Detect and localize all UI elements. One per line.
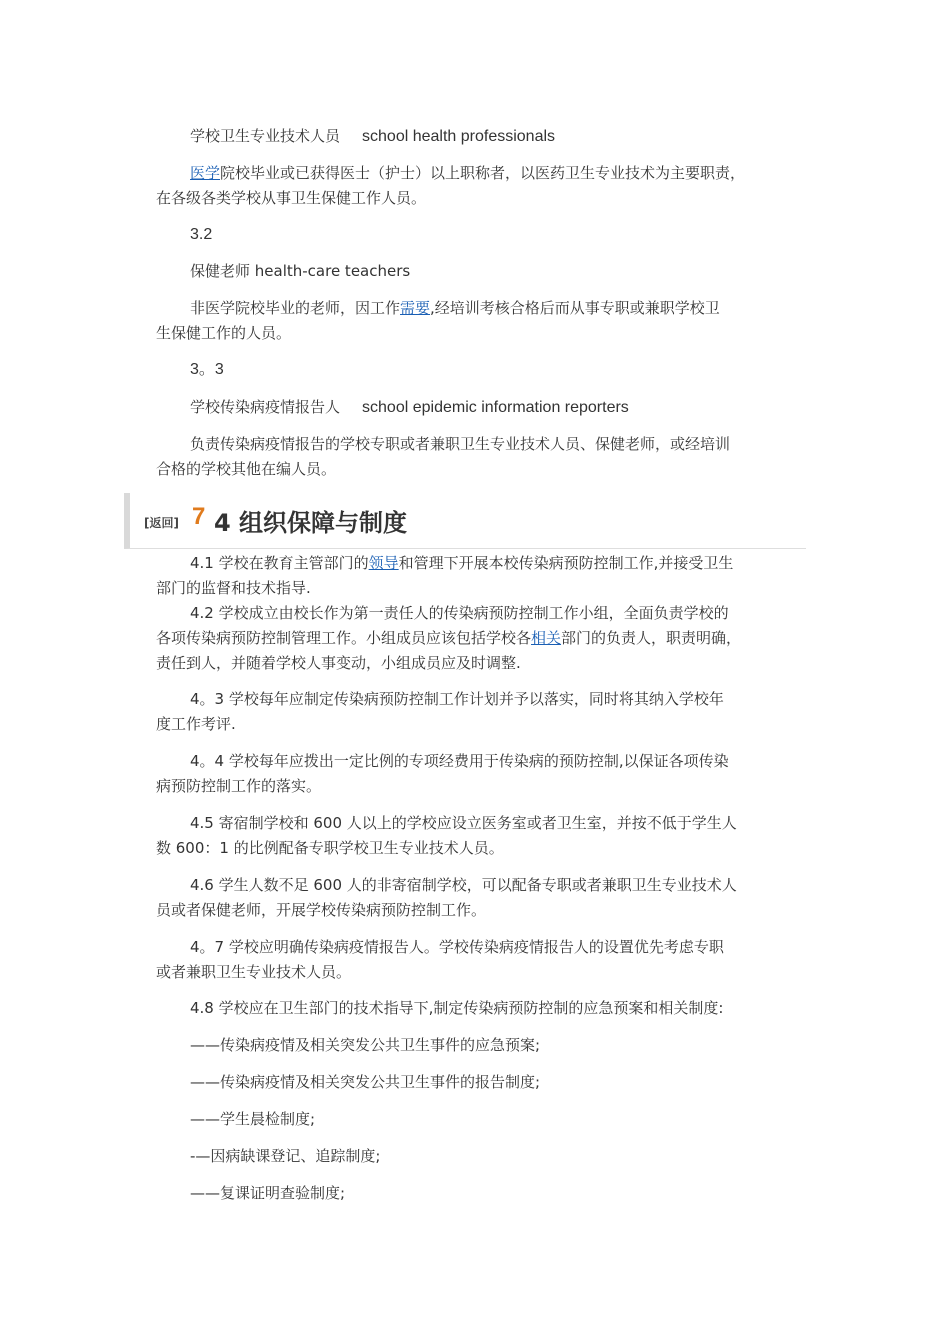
- definition-3-2-line2: 生保健工作的人员。: [156, 324, 292, 342]
- item-text: 和管理下开展本校传染病预防控制工作,并接受卫生: [398, 554, 734, 572]
- section-number-3-2: 3.2: [190, 226, 213, 243]
- item-text: 各项传染病预防控制管理工作。小组成员应该包括学校各: [156, 629, 532, 647]
- item-4-5-line2: 数 600：1 的比例配备专职学校卫生专业技术人员。: [156, 839, 504, 857]
- item-4-5-line1: 4.5 寄宿制学校和 600 人以上的学校应设立医务室或者卫生室，并按不低于学生人: [190, 814, 737, 832]
- list-item: ——学生晨检制度;: [190, 1110, 316, 1128]
- term-3-2: 保健老师 health-care teachers: [190, 262, 411, 280]
- list-item: -—因病缺课登记、追踪制度;: [190, 1147, 381, 1165]
- definition-text: ,经培训考核合格后而从事专职或兼职学校卫: [430, 299, 720, 317]
- item-4-4-line1: 4。4 学校每年应拨出一定比例的专项经费用于传染病的预防控制,以保证各项传染: [190, 752, 729, 770]
- item-4-2-line3: 责任到人，并随着学校人事变动，小组成员应及时调整.: [156, 654, 521, 672]
- item-text: 部门的负责人，职责明确，: [561, 629, 742, 647]
- section-heading: [124, 493, 806, 549]
- section-number-3-3: 3。3: [190, 361, 224, 378]
- term-3-1: [190, 124, 555, 149]
- item-4-1-line2: 部门的监督和技术指导.: [156, 579, 311, 597]
- definition-text: 院校毕业或已获得医士（护士）以上职称者，以医药卫生专业技术为主要职责，: [220, 164, 746, 182]
- item-4-1-line1: [190, 551, 733, 575]
- list-item: ——传染病疫情及相关突发公共卫生事件的报告制度;: [190, 1073, 541, 1091]
- item-4-4-line2: 病预防控制工作的落实。: [156, 777, 322, 795]
- term-en: school health professionals: [362, 128, 556, 145]
- term-en: school epidemic information reporters: [362, 399, 629, 416]
- link-need[interactable]: 需要: [400, 299, 431, 317]
- definition-text: 非医学院校毕业的老师，因工作: [190, 299, 401, 317]
- term-zh: 学校卫生专业技术人员: [190, 127, 341, 145]
- definition-3-2-line1: [190, 296, 720, 320]
- item-4-3-line1: 4。3 学校每年应制定传染病预防控制工作计划并予以落实，同时将其纳入学校年: [190, 690, 724, 708]
- link-related[interactable]: 相关: [531, 629, 562, 647]
- link-medicine[interactable]: 医学: [190, 164, 221, 182]
- definition-3-3-line1: 负责传染病疫情报告的学校专职或者兼职卫生专业技术人员、保健老师，或经培训: [190, 435, 731, 453]
- term-zh: 学校传染病疫情报告人: [190, 398, 341, 416]
- item-4-8: 4.8 学校应在卫生部门的技术指导下,制定传染病预防控制的应急预案和相关制度:: [190, 999, 724, 1017]
- heading-title: 4 组织保障与制度: [214, 509, 408, 537]
- item-4-7-line2: 或者兼职卫生专业技术人员。: [156, 963, 352, 981]
- item-text: 4.1 学校在教育主管部门的: [190, 554, 369, 572]
- definition-3-1-line1: [190, 161, 745, 185]
- definition-3-3-line2: 合格的学校其他在编人员。: [156, 460, 337, 478]
- back-link[interactable]: [返回]: [144, 516, 179, 530]
- definition-3-1-line2: 在各级各类学校从事卫生保健工作人员。: [156, 189, 427, 207]
- item-4-6-line1: 4.6 学生人数不足 600 人的非寄宿制学校，可以配备专职或者兼职卫生专业技术人: [190, 876, 737, 894]
- item-4-7-line1: 4。7 学校应明确传染病疫情报告人。学校传染病疫情报告人的设置优先考虑专职: [190, 938, 724, 956]
- heading-number: 7: [192, 503, 206, 530]
- item-4-2-line2: [156, 626, 741, 650]
- item-4-6-line2: 员或者保健老师，开展学校传染病预防控制工作。: [156, 901, 487, 919]
- list-item: ——传染病疫情及相关突发公共卫生事件的应急预案;: [190, 1036, 541, 1054]
- term-3-3: [190, 395, 629, 420]
- link-leadership[interactable]: 领导: [368, 554, 399, 572]
- item-4-2-line1: 4.2 学校成立由校长作为第一责任人的传染病预防控制工作小组，全面负责学校的: [190, 604, 729, 622]
- item-4-3-line2: 度工作考评.: [156, 715, 236, 733]
- list-item: ——复课证明查验制度;: [190, 1184, 346, 1202]
